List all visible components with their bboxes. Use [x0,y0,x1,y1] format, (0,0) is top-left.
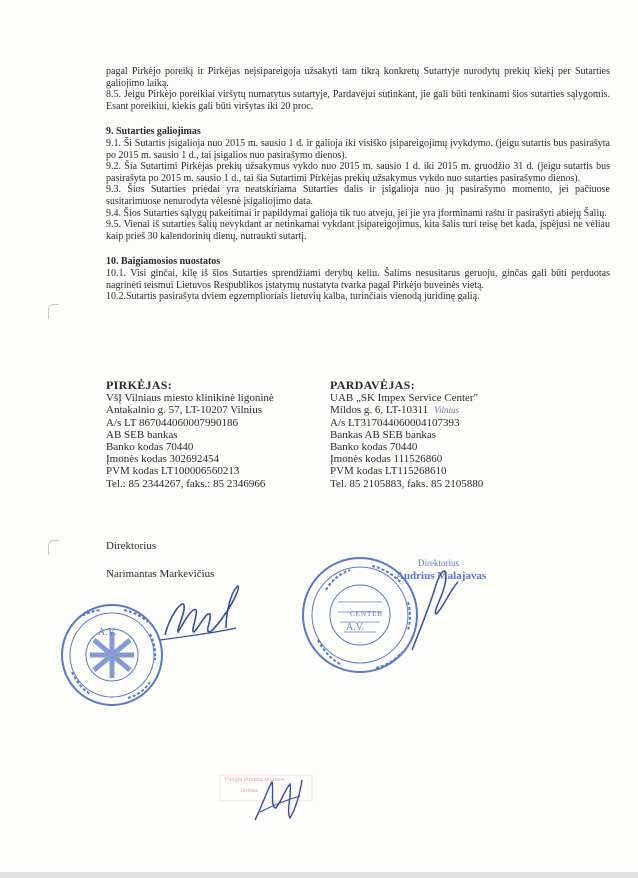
buyer-title: PIRKĖJAS: [106,378,173,392]
seller-stamp-label: A.V. [346,622,365,633]
paragraph-9-3: 9.3. Šios Sutarties priedai yra neatskiriama Sutarties dalis ir įsigalioja nuo jų pasirašymo momento, jei pačiuose susitarimuose nenurodyta vėlesnė įsigaliojimo data. [106,184,610,207]
buyer-line: PVM kodas LT100006560213 [106,465,240,478]
buyer-role: Direktorius [106,540,157,552]
paragraph-9-5: 9.5. Vienai iš sutarties šalių nevykdant ar netinkamai vykdant įsipareigojimus, kita šalis turi teisę bet kada, įspėjusi ne vėliau kaip prieš 30 kalendorinių dienų, nutraukti sutartį. [106,219,610,242]
buyer-line: Tel.: 85 2344267, faks.: 85 2346966 [106,477,266,490]
seller-line: Banko kodas 70440 [330,441,418,454]
buyer-line: VšĮ Vilniaus miesto klinikinė ligoninė [106,392,274,405]
seller-line: A/s LT317044060004107393 [330,416,460,429]
seller-signatory-name: Audrius Malajavas [396,570,487,582]
seller-signature [412,571,458,650]
paragraph-9-2: 9.2. Šia Sutartimi Pirkėjas prekių užsakymus vykdo nuo 2015 m. sausio 1 d. iki 2015 m. gruodžio 31 d. (jeigu sutartis bus pasirašyta po 2015 m. sausio 1 d., tai šia Sutartimi Pirkėjas prekių užsakymus vykdo nuo sutarties pasirašymo dienos). [106,161,610,184]
paragraph-9-4: 9.4. Šios Sutarties sąlygų pakeitimai ir papildymai galioja tik tuo atveju, jei jie yra įforminami raštu ir pasirašyti abiejų Šalių. [106,207,607,219]
handwritten-city: Vilnius [434,405,459,416]
bottom-signature [255,780,302,820]
buyer-line: AB SEB bankas [106,428,178,441]
seller-line: Bankas AB SEB bankas [330,428,437,441]
buyer-stamp-label: A.V. [98,627,117,638]
paragraph-10-1: 10.1. Visi ginčai, kilę iš šios Sutarties sprendžiami derybų keliu. Šalims nesusitarus geruoju, ginčas gali būti perduotas nagrinėti teismui Lietuvos Respublikos įstatymų nustatyta tvarka pagal Pirkėjo buveinės vietą. [106,267,610,291]
bottom-stamp-line1: Viešųjų pirkimų skyriaus [224,777,285,783]
section-10-title: 10. Baigiamosios nuostatos [106,256,221,268]
buyer-line: Banko kodas 70440 [106,441,194,454]
buyer-signatory-name: Narimantas Markevičius [106,568,215,580]
section-9-title: 9. Sutarties galiojimas [106,126,201,138]
seller-line: Įmonės kodas 111526860 [330,453,443,466]
buyer-line: Įmonės kodas 302692454 [106,453,220,466]
seller-line: Tel. 85 2105883, faks. 85 2105880 [330,477,484,490]
seller-line: UAB „SK Impex Service Center" [330,392,479,405]
seller-address: Mildos g. 6, LT-10311 [330,404,429,417]
bottom-stamp-line2: Juristas [240,788,258,794]
paragraph-8-5: 8.5. Jeigu Pirkėjo poreikiai viršytų numatytus sutartyje, Pardavėjui sutinkant, jie gali būti tenkinami šios sutarties sąlygomis. Esant poreikiui, kiekis gali būti viršytas iki 20 proc. [106,89,610,112]
buyer-stamp [62,605,162,705]
scan-edge [0,872,638,878]
seller-stamp-center-text: CENTER [350,610,384,618]
paragraph-10-2: 10.2.Sutartis pasirašyta dviem egzemplioriais lietuvių kalba, turinčiais vienodą juridinę galią. [106,291,480,303]
buyer-line: A/s LT 867044060007990186 [106,416,239,429]
seller-line: PVM kodas LT115268610 [330,465,447,478]
seller-title: PARDAVĖJAS: [330,378,415,392]
buyer-signature [160,586,238,640]
paragraph-9-1: 9.1. Ši Sutartis įsigalioja nuo 2015 m. sausio 1 d. ir galioja iki visiško įsipareigojimų įvykdymo. (jeigu sutartis bus pasirašyta po 2015 m. sausio 1 d., tai įsigalios nuo pasirašymo dienos). [106,137,610,161]
paragraph-8-4-continued: pagal Pirkėjo poreikį ir Pirkėjas neįsipareigoja užsakyti tam tikrą konkretų Sutartyje nurodytų prekių kiekį per Sutarties galiojimo laiką. [106,66,610,89]
buyer-line: Antakalnio g. 57, LT-10207 Vilnius [106,404,262,417]
seller-role: Direktorius [418,558,459,568]
